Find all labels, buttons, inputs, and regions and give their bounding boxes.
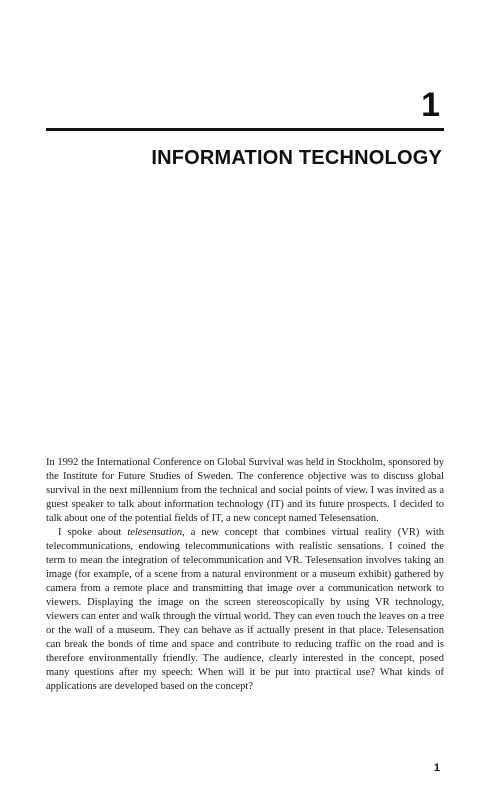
body-text — [46, 456, 444, 694]
paragraph-2-term: telesensation — [127, 527, 183, 538]
chapter-rule — [46, 128, 444, 131]
paragraph-2 — [46, 526, 444, 694]
paragraph-2-text-rest: , a new concept that combines virtual reality (VR) with telecommunications, endowing telecommunications with realistic sensations. I coined the term to mean the integration of telecommunication and VR. Telesensation involves taking an image (for example, of a scene from a natural environment or a museum exhibit) gathered by camera from a remote place and transmitting that image over a communication network to viewers. Displaying the image on the screen stereoscopically by using VR technology, viewers can enter and walk through the virtual world. They can even touch the leaves on a tree or the wall of a museum. They can behave as if actually present in that place. Telesensation can break the bonds of time and space and contribute to reducing traffic on the road and is therefore environmentally friendly. The audience, clearly interested in the concept, posed many questions after my speech: When will it be put into practical use? What kinds of applications are developed based on the concept? — [46, 527, 444, 692]
paragraph-1 — [46, 456, 444, 526]
paragraph-2-text-lead: I spoke about — [58, 527, 128, 538]
paragraph-1-text: In 1992 the International Conference on Global Survival was held in Stockholm, sponsored by the Institute for Future Studies of Sweden. The conference objective was to discuss global survival in the next millennium from the technical and social points of view. I was invited as a guest speaker to talk about information technology (IT) and its future prospects. I decided to talk about one of the potential fields of IT, a new concept named Telesensation. — [46, 457, 444, 524]
chapter-title: INFORMATION TECHNOLOGY — [151, 147, 442, 169]
chapter-number: 1 — [421, 86, 440, 124]
page-number: 1 — [433, 762, 440, 774]
